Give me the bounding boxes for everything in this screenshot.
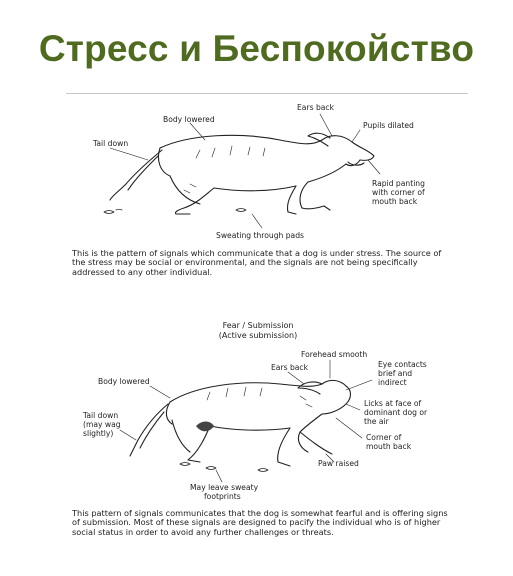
label-rapid-panting-line3: mouth back [372, 197, 418, 206]
label-corner-of-mouth: Corner of [366, 433, 402, 442]
stressed-dog-illustration [104, 114, 380, 228]
label-fear-tail-down-line3: slightly) [83, 429, 114, 438]
label-eye-contacts-line2: brief and [378, 369, 413, 378]
label-paw-raised: Paw raised [318, 459, 359, 468]
label-fear-body-lowered: Body lowered [98, 377, 150, 386]
fear-caption: This pattern of signals communicates that the dog is somewhat fearful and is offering signs of submission. Most of these signals are designed to pacify the individual who is of higher social status in order to avoid any further challenges or threats. [72, 508, 448, 537]
fear-subheading: (Active submission) [218, 331, 298, 340]
label-sweaty-footprints: May leave sweaty [190, 483, 259, 492]
fear-heading: Fear / Submission [222, 321, 294, 330]
label-eye-contacts-line3: indirect [378, 378, 407, 387]
label-licks-face-line3: the air [364, 417, 389, 426]
label-sweating-pads: Sweating through pads [216, 231, 304, 240]
label-rapid-panting: Rapid panting [372, 179, 425, 188]
label-fear-tail-down-line2: (may wag [83, 420, 121, 429]
page-title: Стресс и Беспокойство [38, 28, 475, 69]
label-forehead-smooth: Forehead smooth [301, 350, 368, 359]
label-sweaty-footprints-line2: footprints [204, 492, 241, 501]
label-fear-tail-down: Tail down [83, 411, 119, 420]
label-rapid-panting-line2: with corner of [372, 188, 425, 197]
label-tail-down: Tail down [93, 139, 129, 148]
label-body-lowered: Body lowered [163, 115, 215, 124]
label-fear-ears-back: Ears back [271, 363, 308, 372]
label-licks-face-line2: dominant dog or [364, 408, 428, 417]
label-ears-back: Ears back [297, 103, 334, 112]
label-corner-of-mouth-line2: mouth back [366, 442, 412, 451]
stress-caption: This is the pattern of signals which communicate that a dog is under stress. The source of the stress may be social or environmental, and the signals are not being specifically addressed to any other individual. [72, 248, 442, 277]
label-licks-face: Licks at face of [364, 399, 422, 408]
label-eye-contacts: Eye contacts [378, 360, 427, 369]
label-pupils-dilated: Pupils dilated [363, 121, 414, 130]
